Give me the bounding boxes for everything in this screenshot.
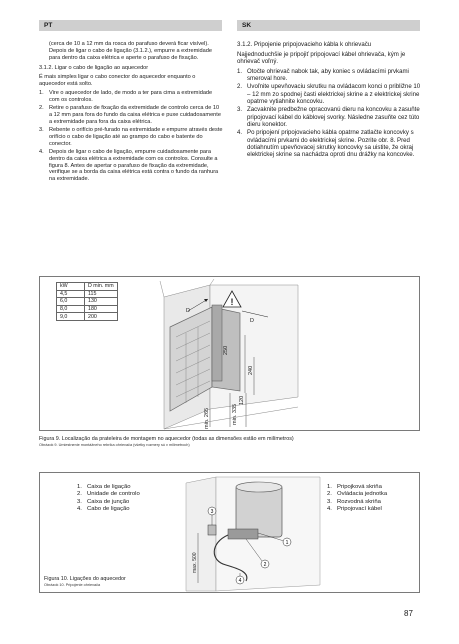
page-number: 87 [404,609,413,618]
table-header-kw: kW [57,283,85,291]
step-number: 3. [237,106,243,114]
list-item [39,149,223,184]
section-intro-sk: Najjednoduchšie je pripojiť pripojovací kábel ohrievača, kým je ohrievač voľný. [237,50,406,66]
table-cell: 8,0 [57,305,85,313]
dimension-min-335: min. 335 [232,403,238,425]
list-item [39,127,223,148]
label-d-left: D [186,308,190,314]
list-item: 2. Unidade de controlo [77,491,140,498]
list-item: 1. Pripojková skriňa [327,484,382,490]
figure-9-caption-pt: Figura 9. Localização da prateleira de montagem no aquecedor (todas as dimensões estão em milímetros) [39,436,294,442]
step-number: 4. [237,129,243,137]
svg-text:3: 3 [210,509,214,515]
table-cell: 200 [85,313,118,321]
svg-text:1: 1 [285,540,289,546]
control-unit [228,529,258,539]
table-cell: 130 [85,298,118,306]
list-item: 4. Cabo de ligação [77,506,130,513]
step-number: 2. [39,105,44,112]
figure-10-caption-pt: Figura 10. Ligações do aquecedor [44,576,126,582]
step-number: 1. [39,90,44,97]
step-number: 2. [237,83,243,91]
list-item: 3. Rozvodná skriňa [327,498,381,505]
list-item [237,129,421,158]
list-item [237,68,421,83]
list-item [237,83,421,105]
dimension-250: 250 [223,345,229,355]
list-item [237,106,421,128]
paragraph-continuation: (cerca de 10 a 12 mm da rosca do parafuso deverá ficar visível). Depois de ligar o cabo de ligação (3.1.2.), empurre a extremidade para dentro da caixa elétrica e aperte o parafuso de fixação. [49,41,212,61]
svg-text:!: ! [230,297,234,307]
step-number: 3. [39,126,44,133]
step-text: Rebente o orifício pré-furado na extremidade e empurre através deste orifício o cabo de ligação até ao grampo do cabo e batente do conector. [49,126,223,147]
list-item: 2. Ovládacia jednotka [327,491,388,498]
step-text: Depois de ligar o cabo de ligação, empurre cuidadosamente para dentro da caixa elétrica a extremidade com os controlos. Consulte a figura 8. Antes de apertar o parafuso de fixação da extremidade, verifique se a borda da caixa elétrica está contra o fundo da ranhura na extremidade. [49,148,219,183]
list-item [39,105,223,126]
language-tab-pt: PT [39,20,222,31]
svg-text:2: 2 [263,562,267,568]
dimension-240: 240 [248,365,254,375]
section-intro-pt: É mais simples ligar o cabo conector do aquecedor enquanto o aquecedor está solto. [39,74,196,88]
mounting-rail [212,305,222,381]
figure-9-panel [39,276,420,431]
label-d-right: D [250,318,254,324]
list-item [39,90,223,104]
list-item: 1. Caixa de ligação [77,484,131,490]
table-cell: 6,0 [57,298,85,306]
section-heading-pt: 3.1.2. Ligar o cabo de ligação ao aquecedor [39,64,149,71]
mounting-rack-illustration [40,277,421,432]
junction-box [208,525,216,535]
figure-10-panel [39,472,420,593]
dimension-min-265: min. 265 [204,407,210,429]
table-cell: 180 [85,305,118,313]
table-header-dmin: D min. mm [85,283,118,291]
dimension-max-500: max. 500 [192,552,198,573]
step-text: Po pripojení pripojovacieho kábla opatrne zatlačte koncovky s ovládacími prvkami do elektrickej skrine. Pozrite obr. 8. Pred dotiahnutím upevňovacej skrutky koncovky sa uistite, že okraj elektrickej skrine sa nachádza oproti dnu drážky na koncovke. [247,129,415,159]
list-item: 4. Pripojovací kábel [327,506,382,513]
list-item: 3. Caixa de junção [77,498,130,505]
step-number: 1. [237,67,243,75]
text-column-pt [39,41,223,184]
figure-9-caption-sk: Obrázok 9. Umiestnenie montážneho rebríka ohrievača (všetky rozmery sú v milimetroch) [39,443,190,447]
table-cell: 115 [85,290,118,298]
language-tab-sk: SK [237,20,420,31]
step-text: Zacvaknite predbežne opracovanú dieru na koncovku a zasuňte pripojovací kábel do káblovej svorky. Následne zasuňte cez túto dieru konektor. [247,106,420,128]
step-text: Uvoľnite upevňovaciu skrutku na ovládacom konci o približne 10 – 12 mm zo spodnej časti elektrickej skrine a z elektrickej skrine opatrne vytiahnite koncovku. [247,83,421,106]
text-column-sk [237,41,421,159]
dimension-120: 120 [239,395,245,405]
step-text: Vire o aquecedor de lado, de modo a ter para cima a extremidade com os controlos. [49,90,213,104]
svg-text:4: 4 [238,578,242,584]
step-text: Retire o parafuso de fixação da extremidade de controlo cerca de 10 a 12 mm para fora do fundo da caixa elétrica e puxe cuidadosamente a extremidade para fora da caixa elétrica. [49,105,221,126]
section-heading-sk: 3.1.2. Pripojenie pripojovacieho kábla k ohrievaču [237,41,372,48]
step-text: Otočte ohrievač nabok tak, aby koniec s ovládacími prvkami smeroval hore. [247,67,409,83]
steps-list-pt [39,90,223,183]
table-cell: 9,0 [57,313,85,321]
steps-list-sk [237,68,421,159]
step-number: 4. [39,148,44,155]
table-cell: 4,5 [57,290,85,298]
figure-10-caption-sk: Obrázok 10. Pripojenie ohrievača [44,583,101,587]
